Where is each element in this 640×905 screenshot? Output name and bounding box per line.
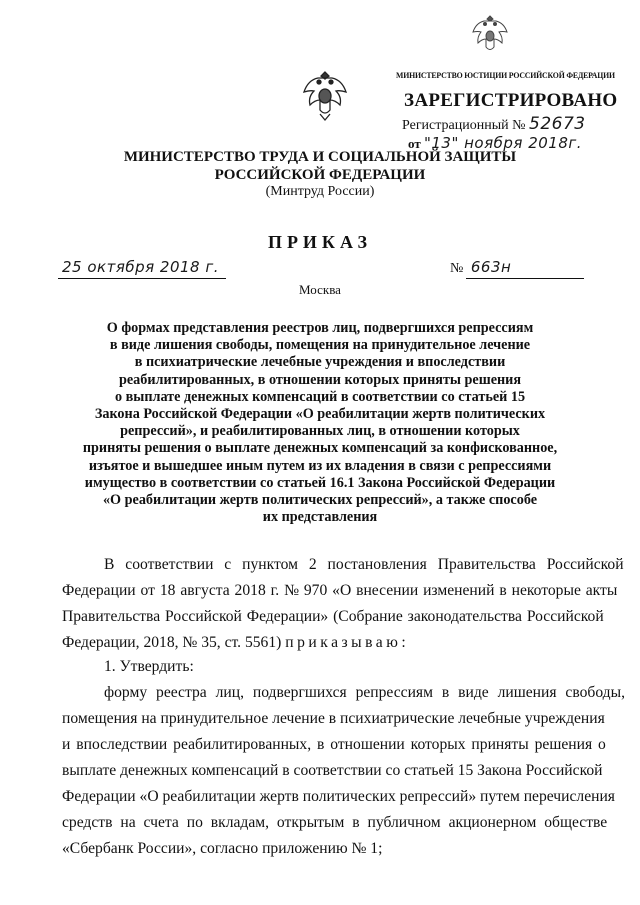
ministry-short-name: (Минтруд России) [265, 184, 375, 199]
body-line [62, 630, 596, 656]
body-line: помещения на принудительное лечение в психиатрические лечебные учреждения [62, 710, 605, 727]
order-date: 25 октября 2018 г. [62, 258, 220, 276]
order-number: 663н [470, 258, 512, 276]
stamp-reg-number: 52673 [529, 114, 586, 134]
ministry-name [120, 148, 520, 184]
body-paragraph-3 [62, 680, 625, 862]
title-line: репрессий», и реабилитированных лиц, в отношении которых [120, 423, 520, 440]
body-line: форму реестра лиц, подвергшихся репрессиям в виде лишения свободы, [104, 684, 625, 701]
title-line: о выплате денежных компенсаций в соответствии со статьей 15 [114, 388, 526, 405]
title-line: реабилитированных, в отношении которых приняты решения [118, 371, 522, 388]
title-line: в психиатрические лечебные учреждения и впоследствии [134, 354, 506, 371]
stamp-reg-label: Регистрационный № [402, 118, 526, 133]
ministry-line-2: РОССИЙСКОЙ ФЕДЕРАЦИИ [214, 167, 426, 183]
body-paragraph-2 [62, 654, 596, 680]
order-number-label: № [450, 261, 464, 276]
coat-of-arms-emblem [300, 66, 350, 124]
stamp-emblem-icon [470, 12, 510, 58]
body-line: Федерации от 18 августа 2018 г. № 970 «О внесении изменений в некоторые акты [62, 582, 618, 599]
order-city: Москва [299, 282, 341, 297]
stamp-title: ЗАРЕГИСТРИРОВАНО [404, 90, 618, 111]
title-line: изъятое и вышедшее иным путем из их владения в связи с репрессиями [88, 457, 552, 474]
stamp-date-value: "13" ноября 2018г. [423, 134, 583, 152]
body-line: 1. Утвердить: [104, 658, 194, 675]
title-line: приняты решения о выплате денежных компенсаций за конфискованное, [82, 440, 558, 457]
body-line: выплате денежных компенсаций в соответствии со статьей 15 Закона Российской [62, 762, 603, 779]
body-line: Федерации «О реабилитации жертв политических репрессий» путем перечисления [62, 788, 615, 805]
body-paragraph-1 [62, 552, 624, 656]
document-title [70, 320, 570, 526]
title-line: О формах представления реестров лиц, подвергшихся репрессиям [106, 320, 534, 336]
order-date-underline [58, 278, 226, 279]
title-line: Закона Российской Федерации «О реабилитации жертв политических [94, 406, 546, 423]
stamp-date-prefix: от [408, 136, 421, 151]
title-line: в виде лишения свободы, помещения на принудительное лечение [109, 337, 531, 354]
order-number-underline [466, 278, 584, 279]
body-line: В соответствии с пунктом 2 постановления Правительства Российской [104, 556, 624, 573]
registration-stamp [396, 8, 618, 152]
title-line: «О реабилитации жертв политических репрессий», а также способе [102, 492, 538, 509]
body-line-text: Федерации, 2018, № 35, ст. 5561) [62, 634, 282, 651]
order-title: ПРИКАЗ [267, 232, 373, 252]
body-line: «Сбербанк России», согласно приложению № 1; [62, 840, 383, 857]
title-line: имущество в соответствии со статьей 16.1 Закона Российской Федерации [84, 474, 556, 491]
order-keyword: приказываю: [285, 634, 410, 651]
body-line: средств на счета по вкладам, открытым в публичном акционерном обществе [62, 814, 608, 831]
stamp-organization: МИНИСТЕРСТВО ЮСТИЦИИ РОССИЙСКОЙ ФЕДЕРАЦИИ [396, 70, 615, 80]
ministry-line-1: МИНИСТЕРСТВО ТРУДА И СОЦИАЛЬНОЙ ЗАЩИТЫ [123, 149, 517, 165]
body-line: и впоследствии реабилитированных, в отношении которых приняты решения о [62, 736, 606, 753]
stamp-registration-line [402, 114, 586, 134]
order-number-block [450, 258, 511, 277]
body-line: Правительства Российской Федерации» (Собрание законодательства Российской [62, 608, 604, 625]
title-line: их представления [262, 509, 378, 526]
